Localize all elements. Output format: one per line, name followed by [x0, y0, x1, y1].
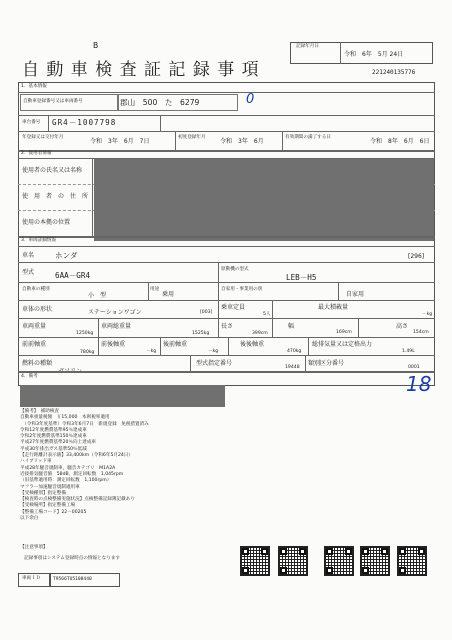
length-value: 399cm — [252, 331, 268, 336]
weight-label: 車両重量 — [22, 323, 47, 330]
remark-line: 近接排気騒音値 58dB，測定回転数 1,045rpm — [20, 471, 124, 477]
remark-line: 令和12年度燃費基準95％達成車 — [20, 427, 87, 433]
notes-text: 記録事項はシステム登録時点の情報となります — [24, 556, 121, 561]
maker-code: [296] — [408, 253, 425, 260]
private-business-value: 自家用 — [346, 291, 365, 298]
remarks-redaction — [20, 385, 225, 407]
base-location-label: 使用の本拠の位置 — [22, 219, 71, 226]
front-front-axle-label: 前前軸重 — [22, 341, 47, 348]
body-shape-label: 車体の形状 — [22, 306, 53, 313]
gross-weight-label: 車両総重量 — [101, 323, 132, 330]
remark-line: ハイブリッド車 — [20, 459, 52, 465]
qr-code — [360, 546, 390, 576]
class-number-label: 類別区分番号 — [308, 360, 345, 367]
reg-number-label: 自動車登録番号又は車両番号 — [23, 99, 83, 104]
class-number-value: 0001 — [408, 365, 420, 370]
handwritten-circle-mark: 0 — [246, 92, 255, 107]
rear-rear-axle-label: 後後軸重 — [240, 341, 265, 348]
remark-line: 平成27年度燃費基準20％向上達成車 — [20, 440, 97, 446]
remark-line: 令和2年度燃費基準150％達成車 — [20, 434, 87, 440]
height-value: 154cm — [413, 330, 429, 335]
record-date-label: 記録年月日 — [296, 44, 319, 49]
max-load-unit: －kg — [422, 312, 433, 317]
private-business-label: 自家用・事業用の別 — [221, 287, 263, 292]
width-value: 169cm — [336, 330, 352, 335]
remark-line: 平成30年排出ガス基準50％低減 — [20, 446, 87, 452]
rear-front-axle-label: 後前軸重 — [163, 341, 188, 348]
qr-code — [240, 546, 270, 576]
use-value: 乗用 — [162, 291, 175, 298]
remark-line: 平成28年騒音規制車，騒音カテゴリ M1A2A — [20, 465, 116, 471]
record-date-value: 令和 6年 5月 24日 — [344, 51, 404, 58]
fuel-value: ガソリン — [58, 368, 83, 375]
remark-line: （旧基準適用時：測定回転数 1,100rpm） — [20, 478, 112, 484]
qr-code — [278, 546, 308, 576]
remark-line: 【受検場所】指定整備工場 — [20, 503, 76, 509]
qr-code — [397, 546, 427, 576]
user-name-label: 使用者の氏名又は名称 — [22, 167, 83, 174]
body-shape-value: ステーションワゴン — [88, 309, 142, 316]
section3-heading: 3．車両詳細情報 — [21, 238, 57, 243]
first-registration-label: 年登録又は交付年月 — [22, 135, 64, 140]
section2-heading: 2．使用者情報 — [21, 151, 52, 156]
first-registration-value: 令和 3年 6月 7日 — [90, 138, 150, 145]
first-registration-ym-label: 初度登録年月 — [178, 135, 206, 140]
front-rear-axle-unit: －kg — [146, 349, 157, 354]
maker-label: 車名 — [22, 252, 35, 259]
use-label: 用途 — [150, 287, 160, 292]
doc-mark: B — [93, 41, 99, 50]
expiry-value: 令和 8年 6月 6日 — [370, 138, 430, 145]
displacement-value: 1.49L — [402, 349, 415, 354]
expiry-label: 有効期間の満了する日 — [285, 135, 331, 140]
body-shape-code: [003] — [200, 310, 213, 315]
remark-line: 【検査時の点検整備実施状況】点検整備記録簿記載あり — [20, 497, 135, 503]
remark-line: 【備考】 補助検査 — [20, 409, 60, 414]
capacity-value: 5人 — [263, 312, 271, 317]
reg-number-value: 郡山 500 た 6279 — [120, 98, 200, 107]
handwritten-number: 18 — [406, 372, 432, 396]
user-address-label: 使 用 者 の 住 所 — [22, 193, 89, 200]
section1-heading: 1．基本情報 — [21, 84, 47, 89]
fuel-label: 燃料の種類 — [22, 360, 53, 367]
remark-line: 自動車重量税額 ￥15,000 本則税率適用 — [20, 415, 110, 421]
length-label: 長さ — [221, 323, 234, 330]
model-value: 6AA－GR4 — [55, 271, 91, 280]
capacity-label: 乗車定員 — [221, 304, 246, 311]
user-info-redaction — [94, 159, 434, 241]
remark-line: 【受検種別】指定整備 — [20, 490, 66, 496]
notes-heading: 【注意事項】 — [20, 545, 48, 550]
remark-line: 以下余白 — [20, 516, 39, 522]
vehicle-id-label: 車両ＩＤ — [22, 576, 41, 581]
vehicle-id-value: T9566TU5108440 — [53, 577, 92, 582]
maker-value: ホンダ — [55, 251, 78, 260]
remarks-list — [20, 410, 280, 523]
height-label: 高さ — [396, 323, 409, 330]
displacement-label: 総排気量又は定格出力 — [312, 341, 373, 348]
kind-label: 自動車の種別 — [22, 287, 50, 292]
remark-line: マフラー加速騒音規制適用車 — [20, 484, 80, 490]
front-front-axle-value: 780kg — [80, 350, 95, 355]
front-rear-axle-label: 前後軸重 — [101, 341, 126, 348]
section4-heading: 4．備考 — [21, 374, 38, 379]
engine-label: 原動機の型式 — [221, 267, 249, 272]
model-label: 型式 — [22, 269, 35, 276]
remark-line: 【走行距離計表示値】33,400km（令和6年5月24日） — [20, 453, 133, 459]
qr-code — [324, 546, 354, 576]
chassis-number-label: 車台番号 — [22, 120, 41, 125]
type-number-value: 19448 — [285, 365, 300, 370]
rear-rear-axle-value: 470kg — [287, 349, 302, 354]
remark-line: （令和3年度基準）令和3年6月7日 新規登録 免税措置済み — [20, 421, 149, 427]
first-registration-ym-value: 令和 3年 6月 — [220, 138, 264, 145]
type-number-label: 型式指定番号 — [196, 360, 233, 367]
gross-weight-value: 1525kg — [192, 331, 210, 336]
kind-value: 小 型 — [88, 292, 107, 299]
engine-value: LEB－H5 — [286, 273, 317, 282]
remark-line: 【整備工場コード】22－00205 — [20, 509, 87, 515]
rear-front-axle-unit: －kg — [208, 349, 219, 354]
page-title: 自 動 車 検 査 証 記 録 事 項 — [22, 60, 260, 80]
width-label: 幅 — [288, 323, 295, 330]
max-load-label: 最大積載量 — [318, 304, 349, 311]
doc-number: 221240135776 — [372, 69, 416, 76]
chassis-number-value: GR4－1007798 — [52, 118, 117, 127]
weight-value: 1250kg — [76, 331, 94, 336]
